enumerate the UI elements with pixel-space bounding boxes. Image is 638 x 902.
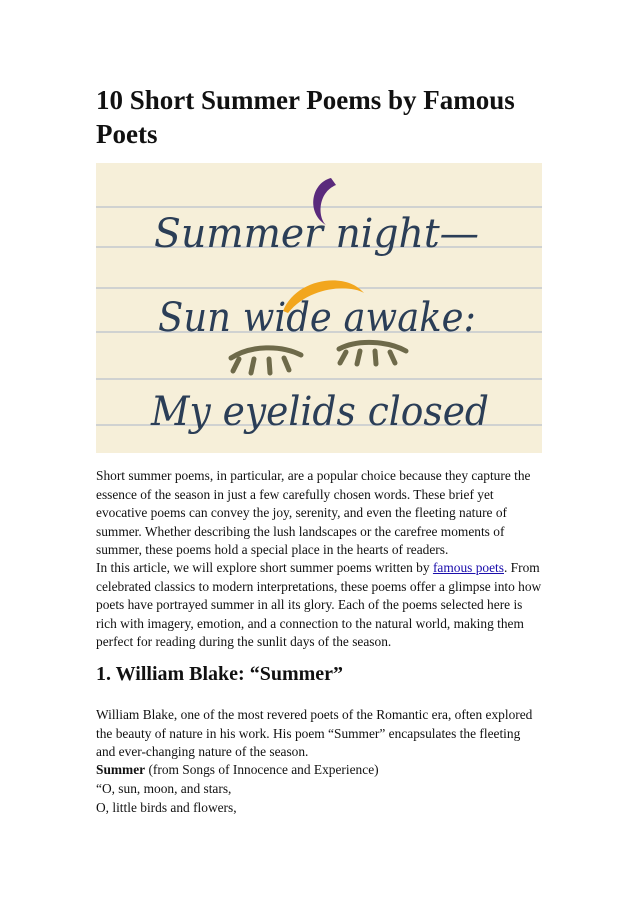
haiku-illustration xyxy=(96,163,542,453)
intro-paragraph-1: Short summer poems, in particular, are a popular choice because they capture the essence of the season in just a few carefully chosen words. These brief yet evocative poems can convey the joy, serenity, and even the fleeting nature of summer. Whether describing the lush landscapes or the carefree moments of summer, these poems hold a special place in the hearts of readers. xyxy=(96,468,531,558)
section-1-paragraph: William Blake, one of the most revered poets of the Romantic era, often explored the beauty of nature in his work. His poem “Summer” encapsulates the fleeting and ever-changing nature of the season. xyxy=(96,707,533,760)
famous-poets-link[interactable]: famous poets xyxy=(432,560,504,575)
haiku-line-2: Sun wide awake: xyxy=(158,295,476,341)
poem-title: Summer xyxy=(96,762,146,777)
intro-paragraph-2-text-after: . From celebrated classics to modern interpretations, these poems offer a glimpse into how poets have portrayed summer in all its glory. Each of the poems selected here is rich with imagery, emotion, and a connection to the natural world, making them perfect for reading during the sunlit days of the season. xyxy=(96,560,542,650)
poem-line-1: “O, sun, moon, and stars, xyxy=(96,781,232,796)
article-title: 10 Short Summer Poems by Famous Poets xyxy=(96,85,515,149)
hero-image xyxy=(96,163,542,453)
poem-title-line xyxy=(96,761,379,780)
intro-paragraph-2 xyxy=(96,559,542,652)
haiku-line-1: Summer night— xyxy=(154,211,479,257)
section-heading-william-blake: 1. William Blake: “Summer” xyxy=(96,663,344,685)
poem-source: (from Songs of Innocence and Experience) xyxy=(145,762,379,777)
intro-paragraph-2-text-before: In this article, we will explore short summer poems written by xyxy=(96,560,433,575)
poem-line-2: O, little birds and flowers, xyxy=(96,800,237,815)
haiku-line-3: My eyelids closed xyxy=(150,389,489,435)
